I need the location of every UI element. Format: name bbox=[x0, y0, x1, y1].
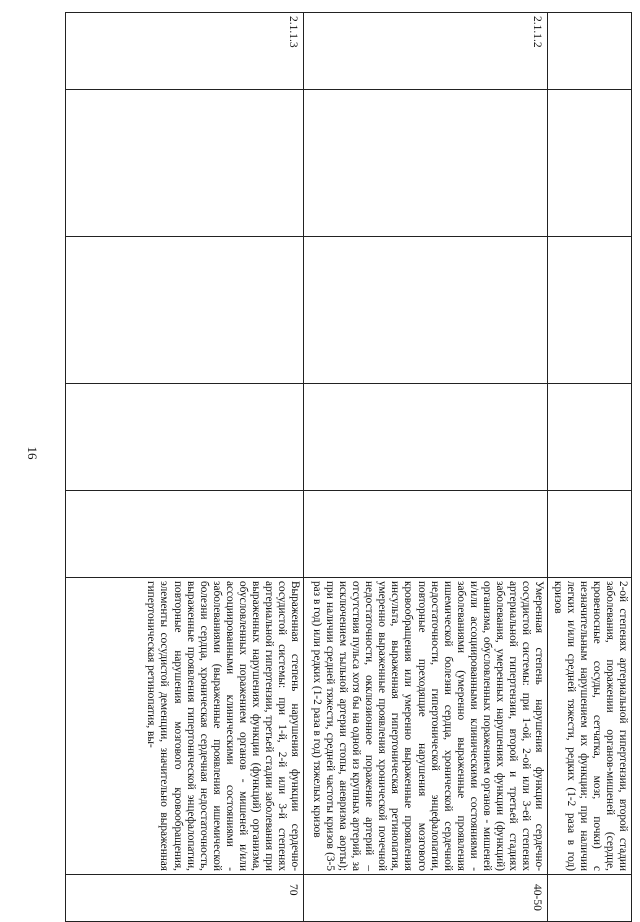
empty-cell bbox=[66, 384, 304, 491]
rotated-table-sheet bbox=[76, 12, 632, 911]
empty-cell bbox=[304, 90, 548, 237]
empty-cell bbox=[548, 237, 632, 384]
empty-cell bbox=[548, 90, 632, 237]
row-description-cell bbox=[548, 578, 632, 875]
row-code bbox=[627, 16, 629, 86]
row-code-cell bbox=[66, 13, 304, 90]
page-number: 16 bbox=[25, 446, 40, 460]
row-code: 2.1.1.2 bbox=[531, 16, 544, 48]
row-value-cell bbox=[304, 875, 548, 922]
table-row bbox=[304, 13, 548, 922]
disability-criteria-table bbox=[65, 12, 632, 922]
row-value: 40-50 bbox=[531, 884, 544, 911]
empty-cell bbox=[304, 384, 548, 491]
row-code-cell bbox=[548, 13, 632, 90]
row-value-cell bbox=[548, 875, 632, 922]
empty-cell bbox=[548, 384, 632, 491]
row-value bbox=[627, 878, 629, 918]
row-description: Выраженная степень нарушения функции сердечно-сосудистой системы: при 1-й, 2-й или 3-й степенях артериальной гипертензии, третьей стадии заболевания при выраженных нарушениях функции (функций) организма, обусловленных поражением органов - мишеней и/или ассоциированными клиническими состояниями - заболеваниями (выраженные проявления ишемической болезни сердца, хроническая сердечная недостаточность, выраженные проявления гипертонической энцефалопатии, повторные нарушения мозгового кровообращения, элементы сосудистой деменции, значительно выраженная гипертоническая ретинопатия, вы- bbox=[145, 581, 302, 871]
row-code: 2.1.1.3 bbox=[287, 16, 300, 48]
row-value: 70 bbox=[287, 884, 300, 896]
row-description-cell bbox=[66, 578, 304, 875]
empty-cell bbox=[304, 491, 548, 578]
table-row bbox=[548, 13, 632, 922]
empty-cell bbox=[548, 491, 632, 578]
empty-cell bbox=[304, 237, 548, 384]
row-value-cell bbox=[66, 875, 304, 922]
empty-cell bbox=[66, 90, 304, 237]
empty-cell bbox=[66, 237, 304, 384]
row-description-cell bbox=[304, 578, 548, 875]
row-description: Умеренная степень нарушения функции сердечно-сосудистой системы: при 1-ой, 2-ой или 3-ей степенях артериальной гипертензии, второй и третьей стадиях заболевания, умеренных нарушениях функции (функций) организма, обусловленных поражением органов - мишеней и/или ассоциированными клиническими состояниями - заболеваниями (умеренно выраженные проявления ишемической болезни сердца, хронической сердечной недостаточности, гипертонической энцефалопатии, повторные преходящие нарушения мозгового кровообращения или умеренно выраженные проявления инсульта, выраженная гипертоническая ретинопатия, умеренно выраженные проявления хронической почечной недостаточности, окклюзионное поражение артерий – отсутствия пульса хотя бы на одной из крупных артерий, за исключением тыльной артерии стопы, аневризма аорты); при наличии средней тяжести, средней частоты кризов (3-5 раз в год) или редких (1-2 раза в год) тяжелых кризов bbox=[310, 581, 546, 871]
row-code-cell bbox=[304, 13, 548, 90]
row-description: 2-ой степенях артериальной гипертензии, второй стадии заболевания, поражении органов-мишеней (сердце, кровеносные сосуды, сетчатка, мозг, почки) с незначительным нарушением их функции; при наличии легких и/или средней тяжести, редких (1-2 раза в год) кризов bbox=[551, 581, 629, 871]
table-row bbox=[66, 13, 304, 922]
empty-cell bbox=[66, 491, 304, 578]
